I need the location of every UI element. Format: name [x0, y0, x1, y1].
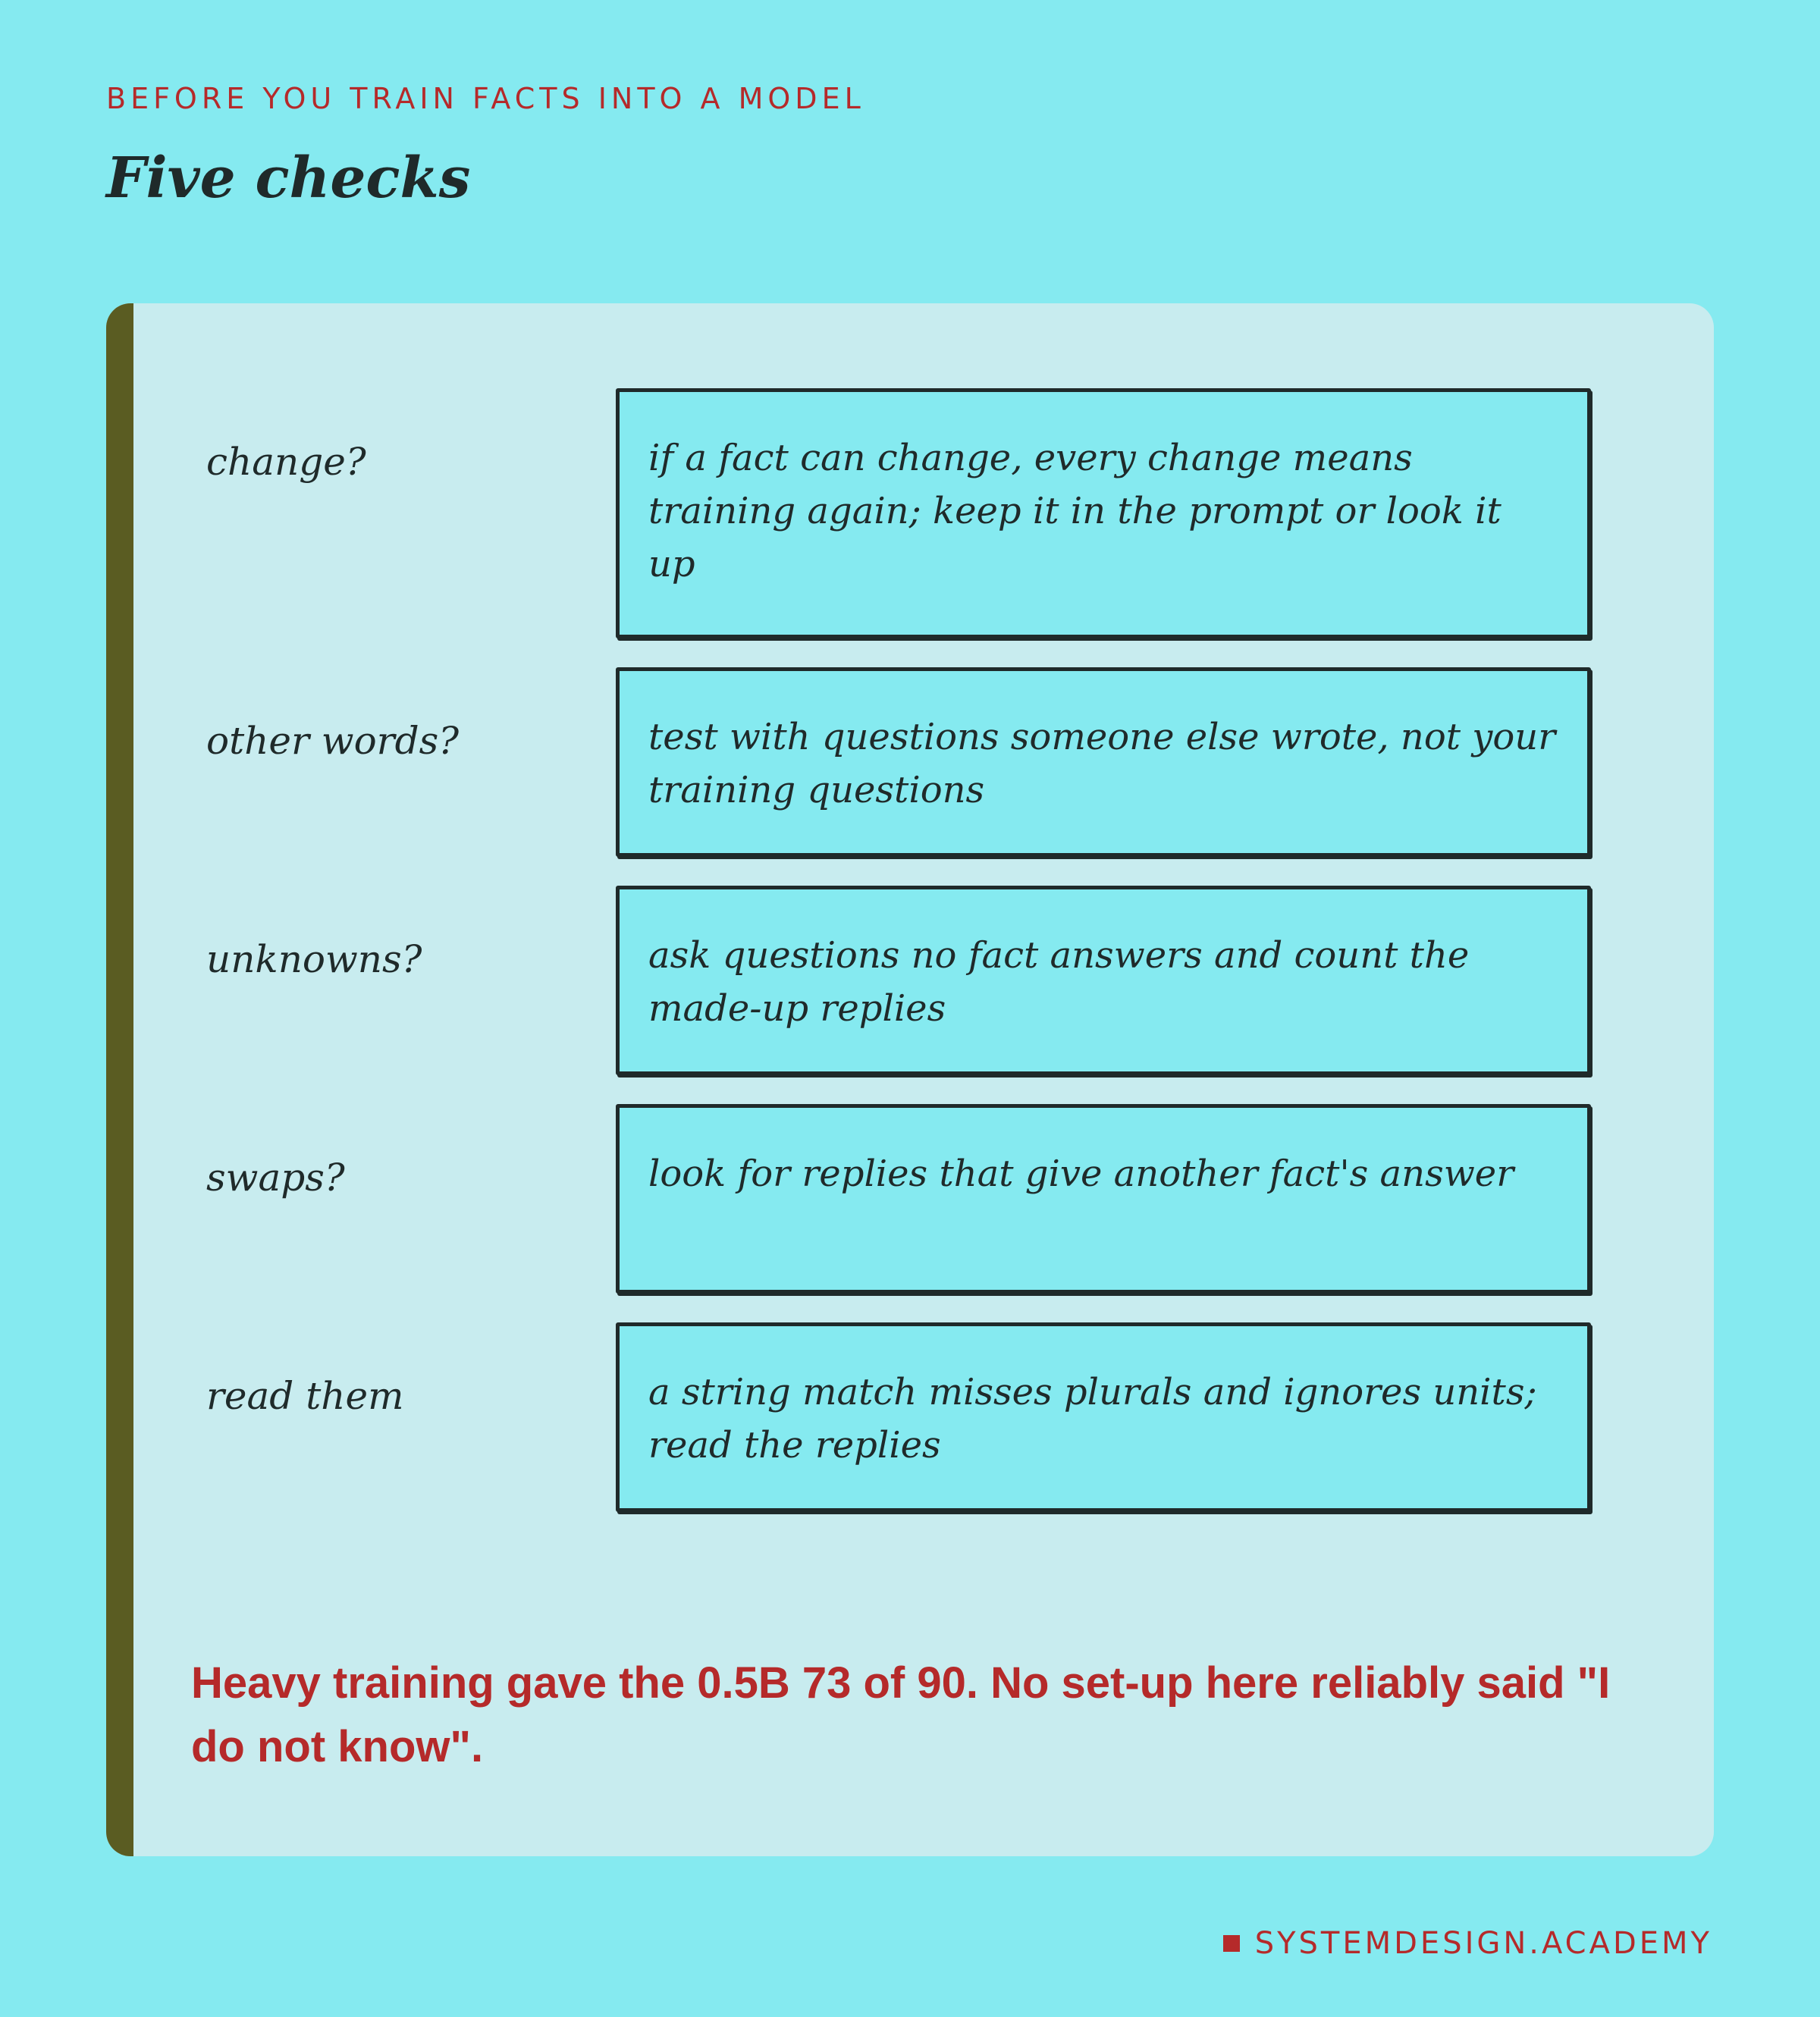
check-label: swaps? — [206, 1156, 345, 1200]
footer-brand — [1223, 1926, 1712, 1961]
summary-callout: Heavy training gave the 0.5B 73 of 90. No set-up here reliably said "I do not know". — [191, 1658, 1611, 1771]
check-description-box: a string match misses plurals and ignores units; read the replies — [616, 1322, 1591, 1512]
card-accent-bar — [106, 303, 133, 1856]
check-label: read them — [206, 1374, 404, 1418]
page-title: Five checks — [106, 146, 471, 211]
brand-label: SYSTEMDESIGN.ACADEMY — [1254, 1926, 1712, 1961]
eyebrow-heading: BEFORE YOU TRAIN FACTS INTO A MODEL — [106, 82, 865, 115]
check-label: change? — [206, 440, 366, 484]
checks-card — [106, 303, 1714, 1856]
square-bullet-icon — [1223, 1935, 1240, 1952]
check-description-box: if a fact can change, every change means training again; keep it in the prompt or look it up — [616, 388, 1591, 638]
check-description-box: ask questions no fact answers and count the made-up replies — [616, 886, 1591, 1075]
check-label: other words? — [206, 719, 460, 763]
check-description-box: test with questions someone else wrote, not your training questions — [616, 667, 1591, 857]
check-label: unknowns? — [206, 937, 422, 981]
check-description-box: look for replies that give another fact's answer — [616, 1104, 1591, 1294]
